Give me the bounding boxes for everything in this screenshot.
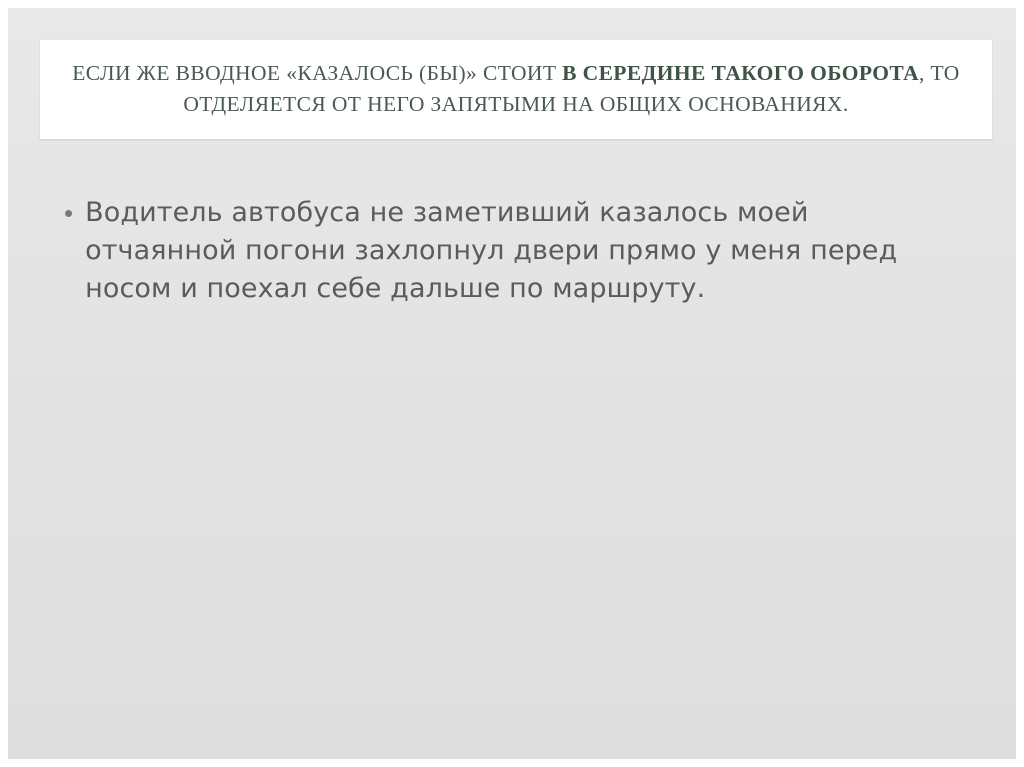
- bullet-text: Водитель автобуса не заметивший казалось моей отчаянной погони захлопнул двери прямо у меня перед носом и поехал себе дальше по маршруту.: [85, 197, 898, 304]
- list-item: [64, 194, 968, 307]
- slide-title: [66, 58, 966, 119]
- title-segment-1: ЕСЛИ ЖЕ ВВОДНОЕ «КАЗАЛОСЬ (БЫ)» СТОИТ: [72, 61, 563, 85]
- slide-body: [64, 194, 968, 307]
- title-band: [40, 40, 992, 139]
- bullet-marker-icon: •: [64, 198, 74, 228]
- title-emphasis: В СЕРЕДИНЕ ТАКОГО ОБОРОТА: [562, 61, 919, 85]
- title-segment-2: , ТО ОТДЕЛЯЕТСЯ ОТ НЕГО ЗАПЯТЫМИ НА ОБЩИХ ОСНОВАНИЯХ.: [183, 61, 960, 116]
